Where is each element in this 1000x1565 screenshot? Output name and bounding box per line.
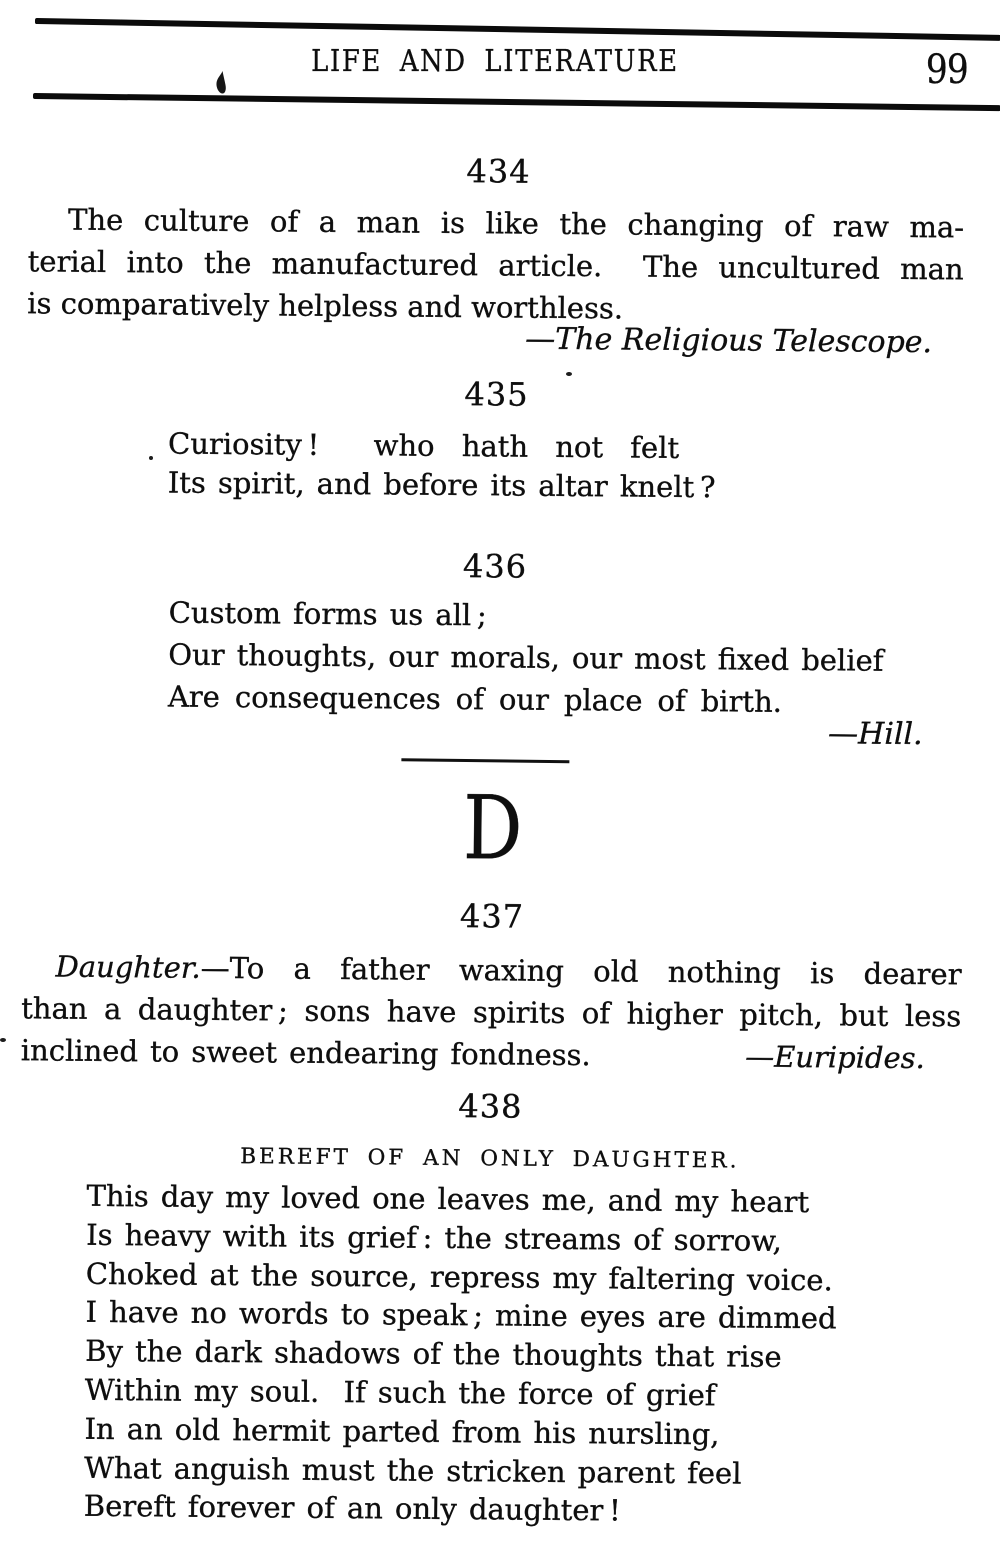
section-divider-rule bbox=[401, 758, 569, 763]
verse-line: I have no words to speak ; mine eyes are dimmed bbox=[85, 1295, 837, 1336]
verse-line: Are consequences of our place of birth. bbox=[167, 679, 783, 719]
verse-line: Within my soul. If such the force of grief bbox=[84, 1372, 716, 1413]
section-letter-D: D bbox=[462, 776, 523, 880]
page-number: 99 bbox=[925, 47, 968, 93]
entry-437-text bbox=[21, 945, 962, 1079]
entry-434-text bbox=[27, 198, 964, 332]
entry-number-438: 438 bbox=[458, 1087, 523, 1126]
verse-line: By the dark shadows of the thoughts that rise bbox=[85, 1333, 782, 1375]
entry-435-verse bbox=[168, 424, 716, 507]
scan-speck bbox=[149, 456, 153, 460]
scan-speck bbox=[0, 1038, 6, 1042]
entry-number-436: 436 bbox=[462, 547, 528, 586]
text-line: is comparatively helpless and worthless. bbox=[27, 286, 624, 326]
verse-line: In an old hermit parted from his nursling, bbox=[84, 1411, 720, 1452]
verse-line: This day my loved one leaves me, and my heart bbox=[86, 1178, 810, 1220]
verse-line: Is heavy with its grief : the streams of sorrow, bbox=[86, 1217, 782, 1258]
entry-number-434: 434 bbox=[466, 152, 531, 191]
verse-line: Our thoughts, our morals, our most fixed belief bbox=[168, 637, 884, 678]
entry-437-lead-word: Daughter. bbox=[55, 949, 201, 985]
verse-line: Bereft forever of an only daughter ! bbox=[83, 1489, 621, 1528]
text-line: terial into the manufactured article. The uncultured man bbox=[27, 244, 964, 287]
text-segment: —To a father waxing old nothing is dearer bbox=[200, 950, 962, 992]
entry-436-attribution: —Hill. bbox=[827, 716, 923, 753]
entry-437-attribution: —Euripides. bbox=[745, 1039, 925, 1076]
entry-number-435: 435 bbox=[464, 375, 529, 414]
entry-438-heading: BEREFT OF AN ONLY DAUGHTER. bbox=[240, 1144, 740, 1174]
entry-number-437: 437 bbox=[459, 897, 525, 936]
text-segment: inclined to sweet endearing fondness. bbox=[20, 1033, 591, 1073]
text-line: The culture of a man is like the changing of raw ma- bbox=[67, 202, 965, 245]
running-header-title: LIFE AND LITERATURE bbox=[311, 44, 679, 79]
entry-434-attribution: —The Religious Telescope. bbox=[525, 321, 933, 361]
verse-line: Choked at the source, repress my faltering voice. bbox=[85, 1256, 833, 1297]
entry-436-verse bbox=[168, 591, 884, 723]
verse-line: What anguish must the stricken parent feel bbox=[84, 1450, 742, 1491]
scan-speck bbox=[566, 372, 572, 376]
verse-line: Curiosity ! who hath not felt bbox=[167, 426, 680, 465]
entry-438-poem bbox=[84, 1177, 838, 1533]
text-line bbox=[21, 1029, 961, 1079]
text-line: than a daughter ; sons have spirits of higher pitch, but less bbox=[21, 991, 962, 1034]
verse-line: Custom forms us all ; bbox=[168, 595, 487, 633]
verse-line: Its spirit, and before its altar knelt ? bbox=[167, 465, 716, 505]
